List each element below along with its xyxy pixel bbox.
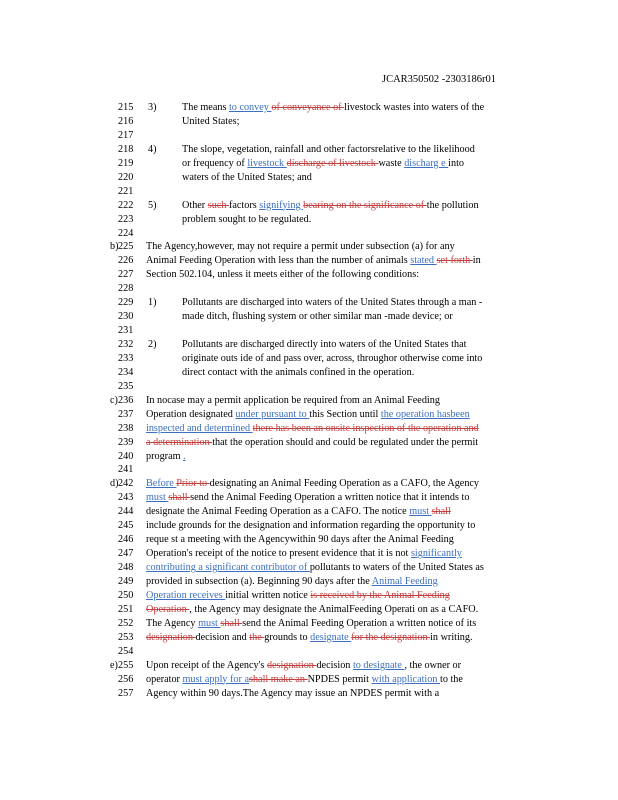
text-run: The means — [182, 102, 229, 113]
deleted-text: shall — [220, 617, 243, 629]
line-text — [146, 562, 484, 574]
inserted-text: the operation hasbeen — [380, 408, 470, 420]
text-run: , the Agency may designate the AnimalFeeding Operati on as a CAFO. — [189, 603, 479, 615]
text-run: The Agency — [146, 617, 199, 629]
line-text — [146, 660, 461, 672]
text-run: Operation designated — [146, 408, 236, 420]
text-run: factors — [228, 199, 260, 211]
line-number: 217 — [118, 129, 134, 141]
text-run: , the owner or — [404, 659, 462, 671]
line-number: 233 — [118, 352, 134, 364]
line-number: 216 — [118, 115, 134, 127]
text-run: that the operation should and could be regulated under the permit — [212, 436, 479, 448]
deleted-text: designation — [146, 631, 196, 643]
line-text — [182, 339, 466, 351]
text-run: Pollutants are discharged into waters of the United States through a man - — [182, 297, 483, 309]
line-number: 223 — [118, 213, 134, 225]
line-number: 228 — [118, 283, 134, 295]
line-number: 243 — [118, 492, 134, 504]
text-run: direct contact with the animals confined in the operation. — [182, 366, 415, 378]
inserted-text: discharg e — [404, 157, 449, 169]
line-text — [146, 423, 479, 435]
deleted-text: Prior to — [176, 478, 210, 490]
inserted-text: signifying — [259, 199, 304, 211]
line-number: 231 — [118, 325, 134, 336]
text-run: grounds to — [264, 631, 311, 643]
text-run: Animal Feeding Operation with less than the number of animals — [146, 255, 411, 267]
line-number: 234 — [118, 366, 134, 378]
line-number: 255 — [118, 659, 134, 671]
line-number: 251 — [118, 603, 134, 615]
line-number: 218 — [118, 143, 134, 155]
text-run: program — [146, 450, 184, 462]
text-run: made ditch, flushing system or other similar man -made device; or — [182, 311, 453, 323]
text-run: designate the Animal Feeding Operation as a CAFO. The notice — [146, 506, 410, 518]
line-text — [146, 269, 419, 281]
text-run: In nocase may a permit application be required from an Animal Feeding — [146, 394, 440, 406]
list-marker: 2) — [148, 339, 157, 350]
text-run: waters of the United States; and — [182, 171, 312, 183]
deleted-text: bearing on the significance of — [303, 199, 427, 211]
text-run: operator — [146, 673, 183, 685]
inserted-text: Operation receives — [146, 589, 226, 601]
deleted-text: shall — [168, 492, 191, 504]
line-text — [182, 367, 414, 379]
document-header-id: JCAR350502 -2303186r01 — [382, 74, 497, 85]
line-text — [146, 395, 440, 407]
line-text — [146, 688, 439, 700]
inserted-text: Animal Feeding — [371, 576, 438, 587]
line-text — [182, 297, 482, 309]
text-run: Pollutants are discharged directly into waters of the United States that — [182, 339, 467, 350]
deleted-text: is received by the Animal Feeding — [310, 589, 450, 601]
text-run: Other — [182, 199, 208, 211]
text-run: decision and — [195, 631, 250, 643]
line-text — [182, 172, 312, 184]
inserted-text: must apply for a — [182, 673, 249, 685]
line-number: 221 — [118, 185, 134, 197]
text-run: livestock wastes into waters of the — [344, 102, 485, 113]
deleted-text: set forth — [436, 255, 473, 267]
line-text — [146, 618, 476, 630]
inserted-text: livestock — [247, 157, 287, 169]
line-number: 227 — [118, 269, 134, 281]
text-run: initial written notice — [225, 589, 311, 601]
line-number: 257 — [118, 687, 134, 699]
line-text — [146, 632, 473, 644]
line-number: 230 — [118, 311, 134, 323]
text-run: into — [448, 157, 464, 169]
text-run: this Section until — [309, 408, 381, 420]
line-number: 237 — [118, 408, 134, 420]
deleted-text: there has been an onsite inspection of the operation and — [252, 422, 479, 434]
line-text — [182, 144, 475, 156]
line-text — [146, 255, 481, 267]
inserted-text: designate — [310, 631, 352, 643]
line-text — [146, 674, 463, 686]
line-number: 241 — [118, 464, 134, 476]
text-run: in — [472, 255, 481, 267]
deleted-text: the — [249, 631, 265, 643]
text-run: provided in subsection (a). Beginning 90 days after the — [146, 576, 372, 587]
line-text — [146, 534, 454, 546]
line-number: 245 — [118, 520, 134, 532]
line-text — [146, 604, 478, 616]
text-run: pollutants to waters of the United States as — [309, 562, 484, 573]
inserted-text: with application — [371, 673, 440, 685]
inserted-text: to convey — [228, 102, 272, 113]
line-number: 252 — [118, 617, 134, 629]
line-text — [146, 492, 469, 504]
inserted-text: Before — [146, 478, 177, 490]
line-text — [182, 116, 239, 128]
text-run: in writing. — [430, 631, 473, 643]
list-marker: d) — [110, 478, 119, 490]
line-text — [146, 451, 186, 463]
line-text — [146, 437, 478, 449]
inserted-text: contributing a significant contributor of — [146, 562, 310, 573]
line-number: 232 — [118, 339, 134, 350]
line-text — [146, 576, 438, 588]
text-run: United States; — [182, 115, 240, 127]
deleted-text: of conveyance of — [271, 102, 345, 113]
inserted-text: significantly — [410, 548, 462, 560]
text-run: The slope, vegetation, rainfall and other factorsrelative to the likelihood — [182, 143, 475, 155]
line-number: 235 — [118, 380, 134, 392]
line-text — [182, 158, 464, 170]
line-text — [182, 353, 482, 365]
inserted-text: must — [198, 617, 221, 629]
list-marker: b) — [110, 241, 119, 253]
line-number: 238 — [118, 422, 134, 434]
line-number: 249 — [118, 576, 134, 587]
line-number: 256 — [118, 673, 134, 685]
line-number: 253 — [118, 631, 134, 643]
line-number: 215 — [118, 102, 134, 113]
line-number: 236 — [118, 394, 134, 406]
text-run: to the — [440, 673, 463, 685]
line-number: 254 — [118, 645, 134, 657]
line-text — [146, 590, 450, 602]
line-text — [146, 478, 479, 490]
line-number: 220 — [118, 171, 134, 183]
inserted-text: under pursuant to — [235, 408, 310, 420]
line-number: 222 — [118, 199, 134, 211]
text-run: Upon receipt of the Agency's — [146, 659, 267, 671]
line-text — [182, 311, 453, 323]
line-number: 239 — [118, 436, 134, 448]
deleted-text: Operation — [146, 603, 190, 615]
text-run: The Agency,however, may not require a permit under subsection (a) for any — [146, 241, 455, 253]
line-number: 219 — [118, 157, 134, 169]
line-number: 224 — [118, 227, 134, 239]
inserted-text: inspected and determined — [146, 422, 253, 434]
text-run: send the Animal Feeding Operation a written notice of its — [242, 617, 477, 629]
line-text — [146, 506, 451, 518]
inserted-text: to designate — [352, 659, 405, 671]
inserted-text: must — [146, 492, 169, 504]
line-number: 242 — [118, 478, 134, 490]
deleted-text: shall make an — [249, 673, 308, 685]
text-run: send the Animal Feeding Operation a written notice that it intends to — [190, 492, 470, 504]
list-marker: 5) — [148, 199, 157, 211]
line-number: 225 — [118, 241, 134, 253]
deleted-text: such — [207, 199, 229, 211]
text-run: the pollution — [426, 199, 479, 211]
text-run: or frequency of — [182, 157, 248, 169]
line-text — [146, 241, 455, 253]
line-number: 226 — [118, 255, 134, 267]
line-number: 240 — [118, 450, 134, 462]
line-text — [182, 214, 311, 226]
text-run: reque st a meeting with the Agencywithin 90 days after the Animal Feeding — [146, 534, 454, 546]
list-marker: 3) — [148, 102, 157, 113]
list-marker: 1) — [148, 297, 157, 309]
inserted-text: must — [409, 506, 432, 518]
inserted-text: stated — [410, 255, 437, 267]
text-run: waste — [378, 157, 405, 169]
line-number: 246 — [118, 534, 134, 546]
line-number: 250 — [118, 589, 134, 601]
text-run: designating an Animal Feeding Operation as a CAFO, the Agency — [209, 478, 480, 490]
line-number: 247 — [118, 548, 134, 560]
text-run: originate outs ide of and pass over, across, throughor otherwise come into — [182, 352, 483, 364]
line-text — [182, 102, 484, 114]
list-marker: c) — [110, 394, 118, 406]
inserted-text: . — [183, 450, 186, 462]
text-run: Operation's receipt of the notice to present evidence that it is not — [146, 548, 411, 560]
deleted-text: for the designation — [351, 631, 431, 643]
text-run: Section 502.104, unless it meets either of the following conditions: — [146, 269, 420, 281]
deleted-text: discharge of livestock — [286, 157, 379, 169]
line-text — [146, 409, 470, 421]
list-marker: 4) — [148, 143, 157, 155]
line-text — [146, 548, 462, 560]
line-number: 229 — [118, 297, 134, 309]
list-marker: e) — [110, 659, 118, 671]
deleted-text: designation — [266, 659, 317, 671]
text-run: NPDES permit — [307, 673, 372, 685]
text-run: Agency within 90 days.The Agency may issue an NPDES permit with a — [146, 687, 440, 699]
deleted-text: shall — [431, 506, 451, 518]
deleted-text: a determination — [146, 436, 213, 448]
text-run: decision — [316, 659, 353, 671]
text-run: include grounds for the designation and information regarding the opportunity to — [146, 520, 476, 532]
line-text — [182, 200, 479, 212]
line-number: 248 — [118, 562, 134, 573]
line-number: 244 — [118, 506, 134, 518]
line-text — [146, 520, 475, 532]
text-run: problem sought to be regulated. — [182, 213, 312, 225]
